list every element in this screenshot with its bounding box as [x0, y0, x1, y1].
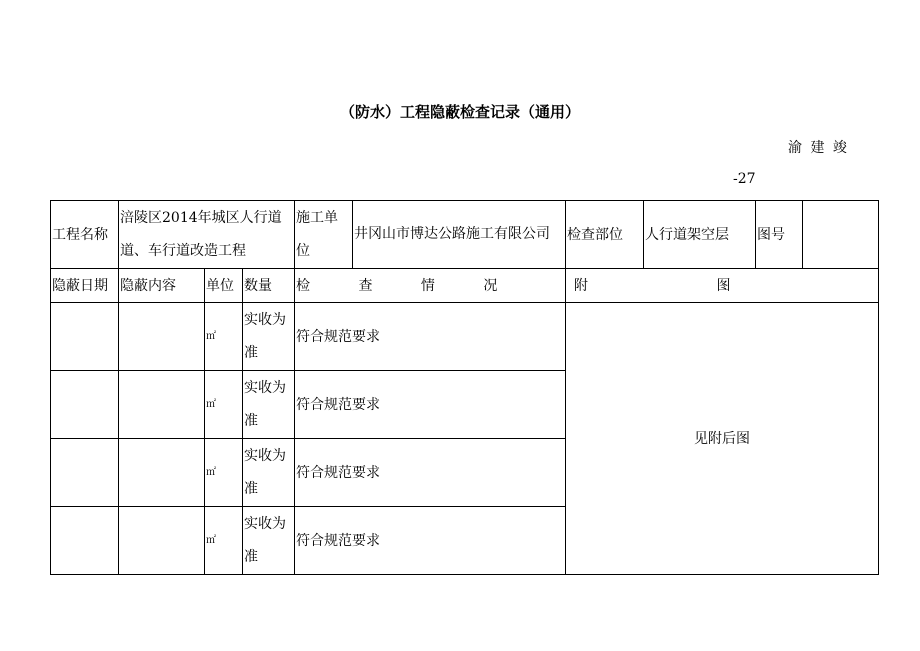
col-unit: 单位 [205, 269, 243, 303]
table-row [51, 303, 879, 371]
row-unit: ㎡ [205, 439, 243, 507]
col-status: 检 查 情 况 [295, 269, 566, 303]
form-code-suffix: -27 [733, 171, 756, 187]
col-content: 隐蔽内容 [119, 269, 205, 303]
row-qty: 实收为准 [243, 507, 295, 575]
project-name-label: 工程名称 [51, 201, 119, 269]
column-header-row [51, 269, 879, 303]
row-content [119, 303, 205, 371]
col-attach: 附 图 [566, 269, 879, 303]
form-code: 渝 建 竣 [788, 140, 849, 156]
row-status: 符合规范要求 [295, 303, 566, 371]
row-content [119, 371, 205, 439]
row-qty: 实收为准 [243, 303, 295, 371]
project-name-value: 涪陵区2014年城区人行道道、车行道改造工程 [119, 201, 295, 269]
drawing-no-value [803, 201, 879, 269]
row-unit: ㎡ [205, 303, 243, 371]
attachment-cell: 见附后图 [566, 303, 879, 575]
inspect-part-value: 人行道架空层 [644, 201, 756, 269]
row-qty: 实收为准 [243, 371, 295, 439]
drawing-no-label: 图号 [756, 201, 803, 269]
row-qty: 实收为准 [243, 439, 295, 507]
row-date [51, 439, 119, 507]
header-row [51, 201, 879, 269]
col-date: 隐蔽日期 [51, 269, 119, 303]
row-status: 符合规范要求 [295, 439, 566, 507]
row-date [51, 371, 119, 439]
contractor-value: 井冈山市博达公路施工有限公司 [353, 201, 566, 269]
inspection-record-table [50, 200, 879, 575]
row-date [51, 507, 119, 575]
contractor-label: 施工单位 [295, 201, 353, 269]
row-status: 符合规范要求 [295, 507, 566, 575]
row-status: 符合规范要求 [295, 371, 566, 439]
col-qty: 数量 [243, 269, 295, 303]
row-content [119, 507, 205, 575]
row-date [51, 303, 119, 371]
inspect-part-label: 检查部位 [566, 201, 644, 269]
row-unit: ㎡ [205, 507, 243, 575]
row-unit: ㎡ [205, 371, 243, 439]
row-content [119, 439, 205, 507]
document-title: （防水）工程隐蔽检查记录（通用） [339, 103, 580, 121]
